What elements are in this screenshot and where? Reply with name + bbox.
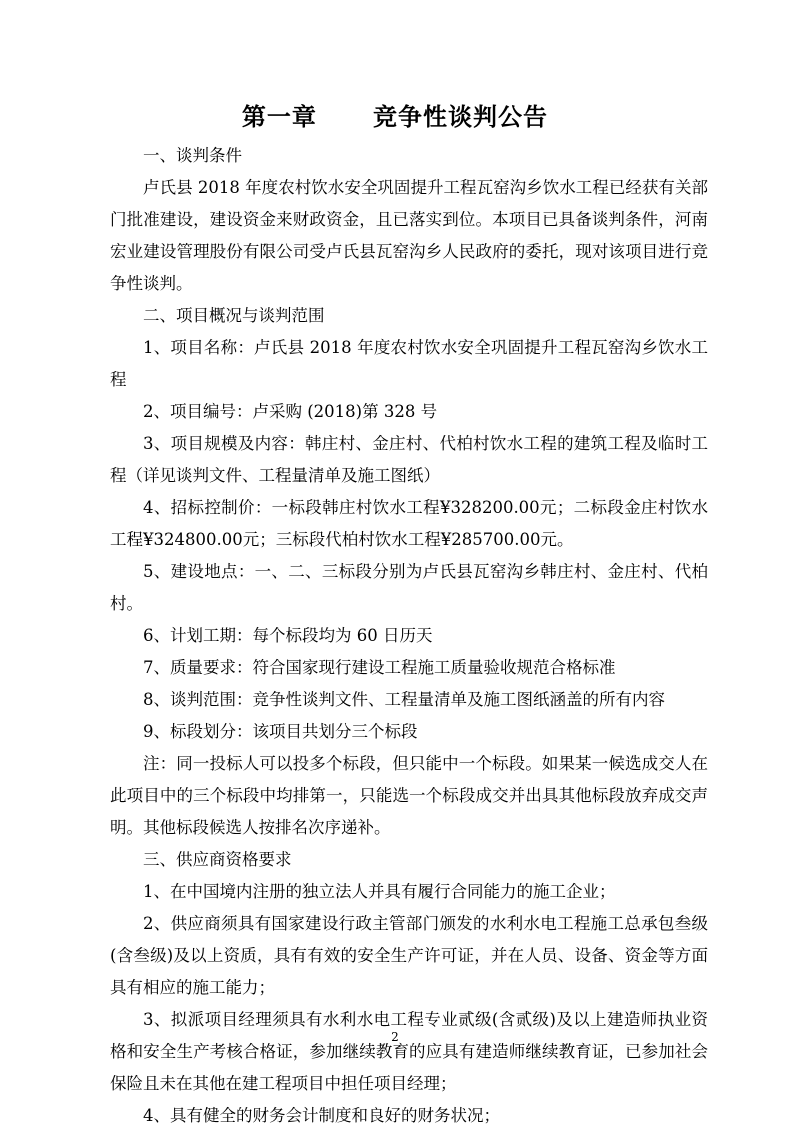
item-project-name: 1、项目名称：卢氏县 2018 年度农村饮水安全巩固提升工程瓦窑沟乡饮水工程 xyxy=(110,338,708,389)
page-number: 2 xyxy=(391,1030,399,1044)
item-schedule: 6、计划工期：每个标段均为 60 日历天 xyxy=(143,626,433,645)
item-control-price: 4、招标控制价：一标段韩庄村饮水工程¥328200.00元；二标段金庄村饮水工程¥324800.00元；三标段代柏村饮水工程¥285700.00元。 xyxy=(110,498,708,549)
item-project-number: 2、项目编号：卢采购 (2018)第 328 号 xyxy=(143,402,438,421)
section-heading-qualification: 三、供应商资格要求 xyxy=(143,850,292,869)
section-heading-overview: 二、项目概况与谈判范围 xyxy=(143,306,325,325)
note-paragraph: 注：同一投标人可以投多个标段，但只能中一个标段。如果某一候选成交人在此项目中的三个标段中均排第一，只能选一个标段成交并出具其他标段放弃成交声明。其他标段候选人按排名次序递补。 xyxy=(110,754,708,837)
item-scope: 8、谈判范围：竞争性谈判文件、工程量清单及施工图纸涵盖的所有内容 xyxy=(143,690,665,709)
qualification-item-1: 1、在中国境内注册的独立法人并具有履行合同能力的施工企业； xyxy=(143,882,616,901)
paragraph-conditions: 卢氏县 2018 年度农村饮水安全巩固提升工程瓦窑沟乡饮水工程已经获有关部门批准建设，建设资金来财政资金，且已落实到位。本项目已具备谈判条件，河南宏业建设管理股份有限公司受卢氏县瓦窑沟乡人民政府的委托，现对该项目进行竞争性谈判。 xyxy=(110,178,708,293)
item-quality: 7、质量要求：符合国家现行建设工程施工质量验收规范合格标准 xyxy=(143,658,616,677)
qualification-item-3: 3、拟派项目经理须具有水利水电工程专业贰级(含贰级)及以上建造师执业资格和安全生产考核合格证，参加继续教育的应具有建造师继续教育证，已参加社会保险且未在其他在建工程项目中担任项目经理； xyxy=(110,1010,708,1093)
document-body xyxy=(110,140,708,1132)
item-project-scale: 3、项目规模及内容：韩庄村、金庄村、代柏村饮水工程的建筑工程及临时工程（详见谈判文件、工程量清单及施工图纸） xyxy=(110,434,708,485)
qualification-item-4: 4、具有健全的财务会计制度和良好的财务状况； xyxy=(143,1106,500,1125)
item-location: 5、建设地点：一、二、三标段分别为卢氏县瓦窑沟乡韩庄村、金庄村、代柏村。 xyxy=(110,562,708,613)
item-lots: 9、标段划分：该项目共划分三个标段 xyxy=(143,722,418,741)
qualification-item-2: 2、供应商须具有国家建设行政主管部门颁发的水利水电工程施工总承包叁级(含叁级)及以上资质，具有有效的安全生产许可证，并在人员、设备、资金等方面具有相应的施工能力； xyxy=(110,914,708,997)
chapter-title: 第一章 竞争性谈判公告 xyxy=(241,102,549,131)
section-heading-conditions: 一、谈判条件 xyxy=(143,146,242,165)
